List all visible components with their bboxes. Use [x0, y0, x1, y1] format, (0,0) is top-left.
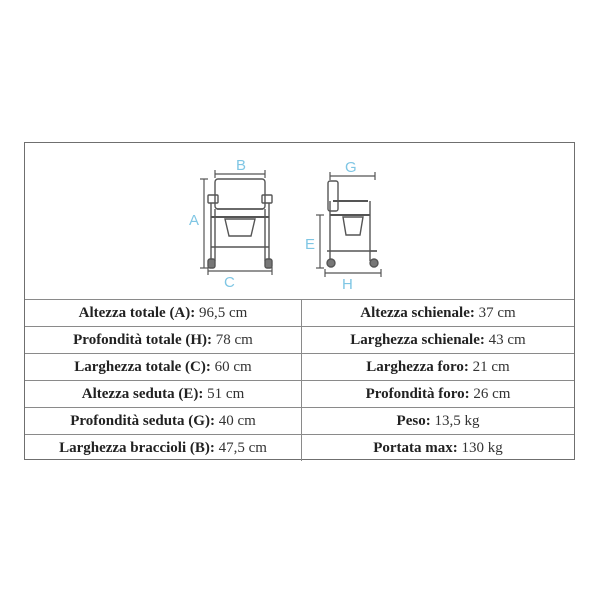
spec-separator: :	[209, 413, 219, 429]
side-view-chair	[327, 181, 378, 267]
spec-row	[25, 435, 574, 462]
spec-separator: :	[207, 332, 216, 348]
dimension-letter-h: H	[342, 276, 353, 293]
spec-label: Profondità foro	[365, 386, 465, 402]
spec-label: Peso	[396, 413, 426, 429]
dimension-letter-g: G	[345, 159, 357, 176]
dimension-letter-b: B	[236, 157, 247, 174]
spec-cell-right	[302, 435, 575, 462]
spec-separator: :	[452, 440, 462, 456]
spec-value: 40 cm	[218, 413, 256, 429]
spec-cell-right	[302, 327, 575, 354]
spec-value: 43 cm	[488, 332, 526, 348]
spec-separator: :	[479, 332, 489, 348]
dimension-letter-a: A	[189, 212, 200, 229]
spec-row	[25, 408, 574, 435]
spec-cell-right	[302, 381, 575, 408]
spec-value: 47,5 cm	[218, 440, 267, 456]
spec-separator: :	[469, 305, 479, 321]
spec-separator: :	[425, 413, 435, 429]
spec-label: Portata max	[373, 440, 453, 456]
spec-separator: :	[198, 386, 208, 402]
spec-label: Altezza schienale	[360, 305, 470, 321]
spec-value: 21 cm	[472, 359, 510, 375]
spec-separator: :	[464, 386, 474, 402]
dimension-diagram	[25, 143, 574, 299]
spec-separator: :	[209, 440, 219, 456]
spec-box	[24, 142, 575, 460]
spec-cell-right	[302, 408, 575, 435]
spec-value: 26 cm	[473, 386, 511, 402]
spec-cell-left	[25, 327, 302, 354]
spec-cell-right	[302, 300, 575, 327]
spec-value: 51 cm	[207, 386, 245, 402]
spec-value: 60 cm	[214, 359, 252, 375]
spec-row	[25, 354, 574, 381]
spec-cell-left	[25, 408, 302, 435]
spec-label: Profondità totale (H)	[73, 332, 208, 348]
spec-cell-left	[25, 354, 302, 381]
front-view-chair	[208, 179, 272, 268]
spec-value: 130 kg	[461, 440, 503, 456]
spec-label: Larghezza braccioli (B)	[59, 440, 210, 456]
spec-label: Profondità seduta (G)	[70, 413, 210, 429]
spec-value: 78 cm	[215, 332, 253, 348]
spec-label: Larghezza totale (C)	[74, 359, 206, 375]
spec-separator: :	[463, 359, 473, 375]
chair-dimension-drawing	[25, 143, 576, 299]
spec-label: Altezza seduta (E)	[81, 386, 199, 402]
spec-label: Altezza totale (A)	[78, 305, 191, 321]
spec-row	[25, 300, 574, 327]
spec-cell-left	[25, 300, 302, 327]
spec-label: Larghezza foro	[366, 359, 464, 375]
spec-cell-left	[25, 381, 302, 408]
spec-table	[25, 299, 574, 461]
spec-label: Larghezza schienale	[350, 332, 480, 348]
dimension-letter-c: C	[224, 274, 235, 291]
spec-separator: :	[205, 359, 215, 375]
spec-cell-left	[25, 435, 302, 462]
spec-value: 13,5 kg	[434, 413, 480, 429]
spec-separator: :	[190, 305, 200, 321]
spec-row	[25, 381, 574, 408]
spec-table-body	[25, 300, 574, 462]
spec-value: 96,5 cm	[199, 305, 248, 321]
dimension-letter-e: E	[305, 236, 316, 253]
spec-value: 37 cm	[478, 305, 516, 321]
spec-row	[25, 327, 574, 354]
spec-cell-right	[302, 354, 575, 381]
